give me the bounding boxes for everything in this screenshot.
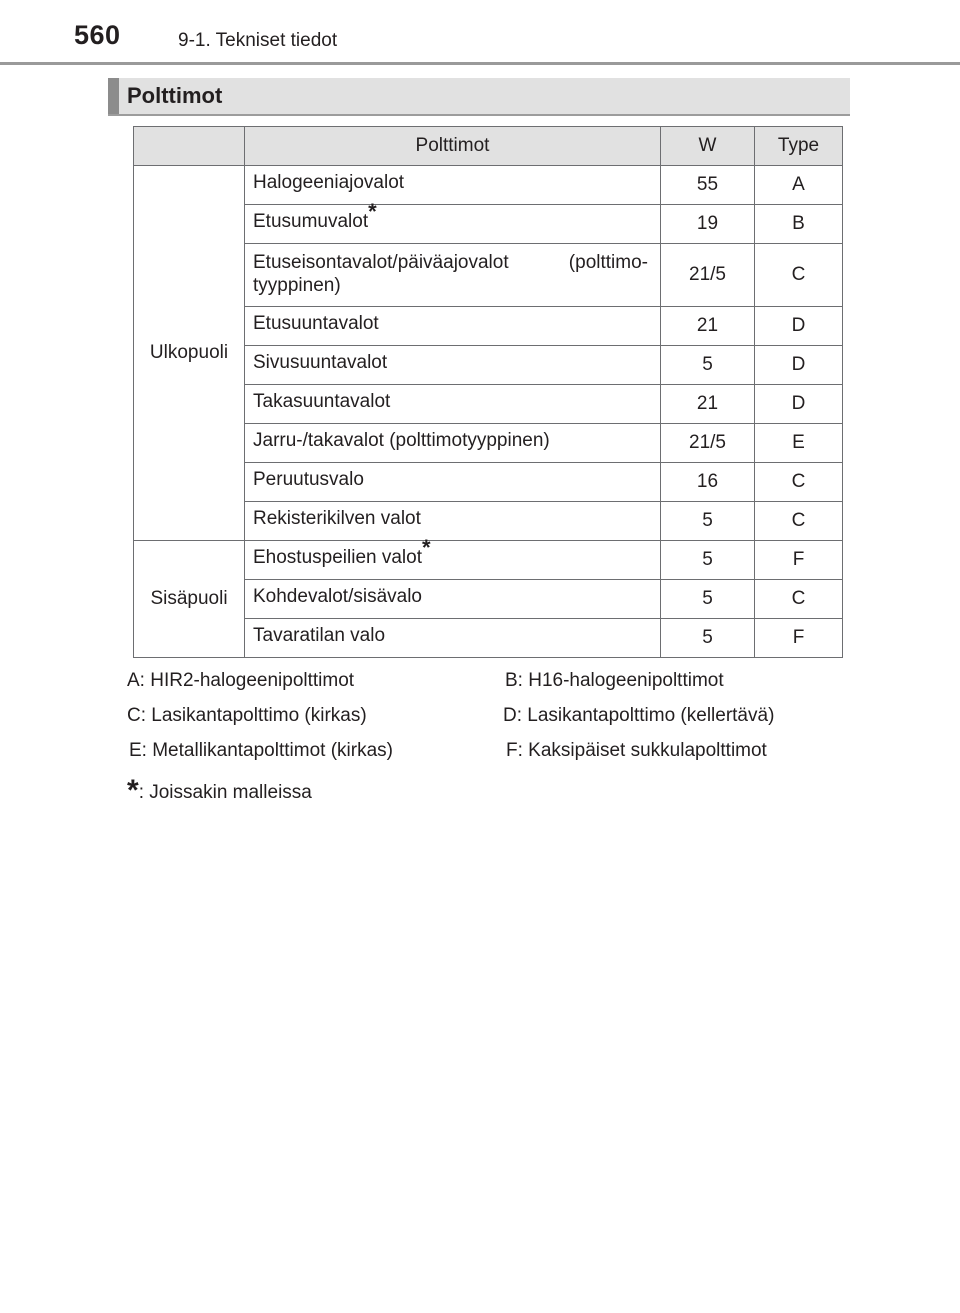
bulb-name: Tavaratilan valo <box>245 619 661 658</box>
table-row <box>134 541 843 580</box>
bulb-name: Peruutusvalo <box>245 463 661 502</box>
asterisk-mark: * <box>422 535 431 560</box>
footnote-text: : Joissakin malleissa <box>138 782 312 803</box>
bulb-name: Sivusuuntavalot <box>245 346 661 385</box>
section-accent-bar <box>108 78 119 114</box>
bulb-watts: 21 <box>661 385 755 424</box>
bulb-watts: 55 <box>661 166 755 205</box>
bulb-name: Etuseisontavalot/päiväajovalot (polttimo-tyyppinen) <box>245 244 661 307</box>
bulb-watts: 5 <box>661 619 755 658</box>
bulb-watts: 5 <box>661 541 755 580</box>
bulb-type: C <box>755 244 843 307</box>
bulb-type: D <box>755 307 843 346</box>
table-header-row <box>134 127 843 166</box>
header-cell-watts: W <box>661 127 755 166</box>
bulb-table <box>133 126 843 658</box>
legend-d: D: Lasikantapolttimo (kellertävä) <box>503 705 775 726</box>
group-label-exterior: Ulkopuoli <box>134 166 245 541</box>
table-row <box>134 166 843 205</box>
bulb-watts: 21 <box>661 307 755 346</box>
group-label-interior: Sisäpuoli <box>134 541 245 658</box>
footnote-asterisk: * <box>127 774 139 807</box>
section-header <box>108 78 850 116</box>
legend-f: F: Kaksipäiset sukkulapolttimot <box>506 740 767 761</box>
chapter-title: 9-1. Tekniset tiedot <box>178 30 338 51</box>
bulb-name: Ehostuspeilien valot <box>253 547 422 568</box>
bulb-watts: 5 <box>661 346 755 385</box>
bulb-watts: 21/5 <box>661 424 755 463</box>
bulb-watts: 19 <box>661 205 755 244</box>
legend-e: E: Metallikantapolttimot (kirkas) <box>129 740 393 761</box>
legend-b: B: H16-halogeenipolttimot <box>505 670 724 691</box>
legend-a: A: HIR2-halogeenipolttimot <box>127 670 355 691</box>
page-number: 560 <box>74 20 121 50</box>
bulb-name: Rekisterikilven valot <box>245 502 661 541</box>
header-cell-type: Type <box>755 127 843 166</box>
header-divider <box>0 62 960 65</box>
bulb-type: D <box>755 385 843 424</box>
bulb-name: Kohdevalot/sisävalo <box>245 580 661 619</box>
bulb-watts: 16 <box>661 463 755 502</box>
bulb-watts: 5 <box>661 580 755 619</box>
asterisk-mark: * <box>368 199 377 224</box>
bulb-name: Halogeeniajovalot <box>245 166 661 205</box>
bulb-type: B <box>755 205 843 244</box>
bulb-name: Takasuuntavalot <box>245 385 661 424</box>
bulb-type: D <box>755 346 843 385</box>
footnote <box>127 774 312 808</box>
header-cell-bulbs: Polttimot <box>245 127 661 166</box>
bulb-watts: 21/5 <box>661 244 755 307</box>
header-cell-group <box>134 127 245 166</box>
section-title: Polttimot <box>127 83 223 108</box>
bulb-type: C <box>755 502 843 541</box>
legend-c: C: Lasikantapolttimo (kirkas) <box>127 705 367 726</box>
bulb-type: C <box>755 463 843 502</box>
bulb-type: E <box>755 424 843 463</box>
bulb-type: F <box>755 541 843 580</box>
bulb-name: Jarru-/takavalot (polttimotyyppinen) <box>245 424 661 463</box>
bulb-name: Etusuuntavalot <box>245 307 661 346</box>
bulb-watts: 5 <box>661 502 755 541</box>
bulb-type: C <box>755 580 843 619</box>
bulb-type: F <box>755 619 843 658</box>
bulb-name: Etusumuvalot <box>253 211 369 232</box>
bulb-type: A <box>755 166 843 205</box>
